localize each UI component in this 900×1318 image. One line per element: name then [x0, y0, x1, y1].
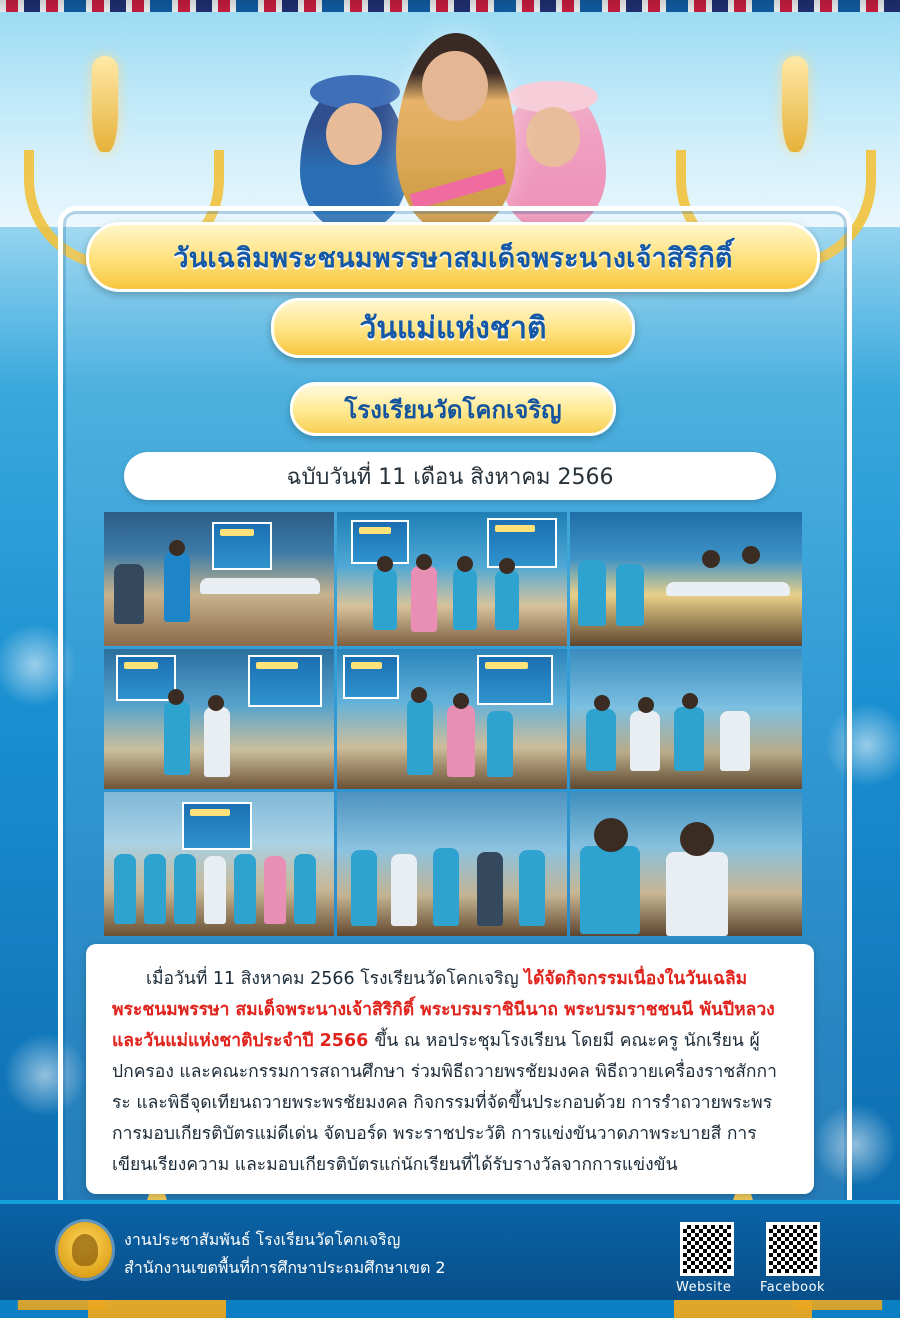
photo-item	[570, 649, 802, 789]
figure-shape	[433, 848, 459, 926]
figure-shape	[391, 854, 417, 926]
figure-shape	[114, 854, 136, 924]
qr-pattern	[769, 1225, 817, 1273]
figure-shape	[616, 564, 644, 626]
figure-shape	[682, 693, 698, 709]
issue-date-text: ฉบับวันที่ 11 เดือน สิงหาคม 2566	[286, 464, 614, 490]
qr-facebook-label: Facebook	[760, 1280, 826, 1295]
figure-shape	[457, 556, 473, 572]
figure-shape	[351, 850, 377, 926]
figure-shape	[477, 852, 503, 926]
figure-shape	[453, 568, 477, 630]
school-name-banner	[290, 382, 616, 436]
figure-shape	[164, 552, 190, 622]
figure-shape	[168, 689, 184, 705]
footer-line-2: สำนักงานเขตพื้นที่การศึกษาประถมศึกษาเขต 2	[124, 1258, 446, 1277]
stage-poster	[343, 655, 399, 699]
issue-date-banner	[124, 452, 776, 500]
article-text	[112, 964, 788, 1181]
qr-pattern	[683, 1225, 731, 1273]
figure-shape	[407, 699, 433, 775]
table-shape	[666, 582, 790, 596]
figure-shape	[638, 697, 654, 713]
school-name-text: โรงเรียนวัดโคกเจริญ	[344, 395, 562, 424]
figure-shape	[164, 701, 190, 775]
figure-shape	[294, 854, 316, 924]
figure-shape	[720, 711, 750, 771]
stage-poster	[212, 522, 272, 570]
main-title-text: วันเฉลิมพระชนมพรรษาสมเด็จพระนางเจ้าสิริกิติ์	[173, 242, 733, 274]
figure-shape	[586, 709, 616, 771]
footer-line-1: งานประชาสัมพันธ์ โรงเรียนวัดโคกเจริญ	[124, 1230, 401, 1249]
main-title-banner	[86, 222, 820, 292]
face-shape	[326, 103, 382, 165]
figure-shape	[144, 854, 166, 924]
lantern-icon-left	[92, 56, 118, 152]
subtitle-banner	[271, 298, 635, 358]
photo-item	[337, 512, 567, 646]
figure-shape	[594, 695, 610, 711]
figure-shape	[674, 707, 704, 771]
figure-shape	[666, 852, 728, 936]
article-segment: เมื่อวันที่ 11 สิงหาคม 2566 โรงเรียนวัดโคกเจริญ	[146, 969, 525, 989]
qr-code-facebook[interactable]	[766, 1222, 820, 1276]
figure-shape	[499, 558, 515, 574]
subtitle-text: วันแม่แห่งชาติ	[359, 310, 547, 346]
figure-shape	[680, 822, 714, 856]
photo-item	[337, 792, 567, 936]
figure-shape	[234, 854, 256, 924]
figure-shape	[411, 566, 437, 632]
stage-poster	[116, 655, 176, 701]
figure-shape	[264, 856, 286, 924]
figure-shape	[377, 556, 393, 572]
stage-poster	[487, 518, 557, 568]
figure-shape	[204, 707, 230, 777]
table-shape	[200, 578, 320, 594]
figure-shape	[373, 568, 397, 630]
photo-grid	[104, 512, 796, 930]
figure-shape	[447, 705, 475, 777]
figure-shape	[174, 854, 196, 924]
footer-bar	[0, 1200, 900, 1300]
figure-shape	[630, 711, 660, 771]
figure-shape	[580, 846, 640, 934]
article-segment-highlight: ได้จัดกิจกรรมเนื่องในวันเฉลิมพระชนมพรรษา สมเด็จพระนางเจ้าสิริกิติ์ พระบรมราชินีนาถ พระบรมราชชนนี พันปีหลวง และวันแม่แห่งชาติประจำปี 2566	[112, 969, 775, 1051]
article-card	[86, 944, 814, 1194]
stage-poster	[477, 655, 553, 705]
figure-shape	[495, 570, 519, 630]
figure-shape	[453, 693, 469, 709]
figure-shape	[416, 554, 432, 570]
figure-shape	[578, 560, 606, 626]
figure-shape	[487, 711, 513, 777]
photo-item	[104, 792, 334, 936]
photo-item	[104, 512, 334, 646]
face-shape	[526, 107, 580, 167]
photo-item	[104, 649, 334, 789]
figure-shape	[742, 546, 760, 564]
photo-item	[337, 649, 567, 789]
stage-poster	[182, 802, 252, 850]
figure-shape	[208, 695, 224, 711]
figure-shape	[594, 818, 628, 852]
article-segment: ขึ้น ณ หอประชุมโรงเรียน โดยมี คณะครู นักเรียน ผู้ปกครอง และคณะกรรมการสถานศึกษา ร่วมพิธีถวายพรชัยมงคล พิธีถวายเครื่องราชสักการะ และพิธีจุดเทียนถวายพระพรชัยมงคล กิจกรรมที่จัดขึ้นประกอบด้วย การรำถวายพระพร การมอบเกียรติบัตรแม่ดีเด่น จัดบอร์ด พระราชประวัติ การแข่งขันวาดภาพระบายสี การเขียนเรียงความ และมอบเกียรติบัตรแก่นักเรียนที่ได้รับรางวัลจากการแข่งขัน	[112, 1031, 777, 1175]
stage-poster	[248, 655, 322, 707]
figure-shape	[114, 564, 144, 624]
qr-code-website[interactable]	[680, 1222, 734, 1276]
figure-shape	[702, 550, 720, 568]
photo-item	[570, 792, 802, 936]
lantern-icon-right	[782, 56, 808, 152]
figure-shape	[204, 856, 226, 924]
garuda-seal-icon	[58, 1222, 112, 1278]
qr-website-label: Website	[676, 1280, 732, 1295]
figure-shape	[169, 540, 185, 556]
figure-shape	[519, 850, 545, 926]
photo-item	[570, 512, 802, 646]
figure-shape	[411, 687, 427, 703]
